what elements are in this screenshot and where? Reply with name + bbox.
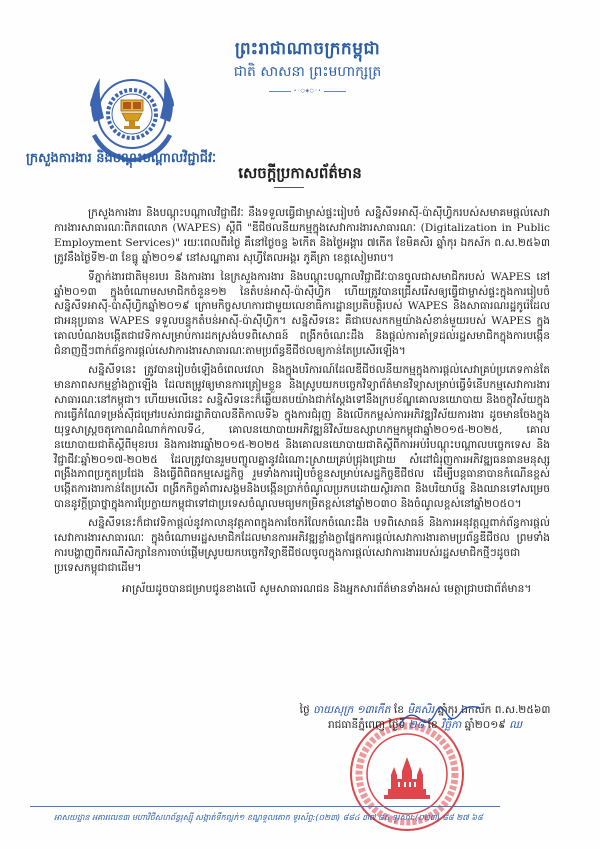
handwritten-day: ២៨ bbox=[408, 718, 425, 731]
handwritten-month: វិច្ឆិកា bbox=[441, 718, 462, 731]
footer-divider bbox=[30, 806, 500, 807]
paragraph-4: សន្និសីទនេះក៏ជាវេទិកាផ្តល់នូវកាលានុវត្តភាពក្នុងការចែករំលែកចំណេះដឹង បទពិសោធន៍ និងការអនុវត្តល្អពាក់ព័ន្ធការផ្តល់សេវាការងារសាធារណៈ ក្នុងចំណោមរដ្ឋសមាជិកដែលមានការអភិវឌ្ឍខ្លាំងក្លាផ្នែកការផ្តល់សេវាការងារតាមប្រព័ន្ធឌីជីថល ព្រមទាំងការបង្ហាញពីករណីសិក្សានៃការចាប់ផ្តើមស្រូបយកបច្ចេកវិទ្យាឌីជីថលចូលក្នុងការផ្តល់សេវាការងាររបស់រដ្ឋសមាជិកថ្មីៗដូចជា ប្រទេសកម្ពុជាជាដើម។ bbox=[54, 517, 550, 574]
lunar-date-line: ថ្ងៃ ចាយសុក្រ ១៣កើត ខែ មិគសិរ ឆ្នាំកុរ ឯកស័ក ព.ស.២៥៦៣ bbox=[299, 704, 551, 716]
paragraph-2: ទីភ្នាក់ងារជាតិមុខរបរ និងការងារ នៃក្រសួងការងារ និងបណ្តុះបណ្តាលវិជ្ជាជីវៈបានចូលជាសមាជិករបស់ WAPES នៅឆ្នាំ២០១៣ ក្នុងចំណោមសមាជិកចំនួន១២ នៃតំបន់អាស៊ី-ប៉ាស៊ីហ្វិក ហើយត្រូវបានជ្រើសរើសឲ្យធ្វើជាម្ចាស់ផ្ទះក្នុងការរៀបចំសន្និសីទអាស៊ី-ប៉ាស៊ីហ្វិកឆ្នាំ២០១៩ ក្រោមកិច្ចសហការជាមួយលេខាធិការដ្ឋានប្រតិបត្តិរបស់ WAPES និងសាធារណរដ្ឋកូរ៉េដែលជាអនុប្រធាន WAPES ទទួលបន្ទុកតំបន់អាស៊ី-ប៉ាស៊ីហ្វិក។ សន្និសីទនេះ គឺជាបេសកកម្មយ៉ាងសំខាន់មួយរបស់ WAPES ក្នុងគោលបំណងបង្កើតជាវេទិកាសម្រាប់ការដកស្រង់បទពិសោធន៍ ពង្រីកចំណេះដឹង និងផ្តល់ការគាំទ្រដល់រដ្ឋសមាជិកក្នុងការបង្កើនជំនាញថ្មីៗពាក់ព័ន្ធការផ្តល់សេវាការងារសាធារណៈតាមប្រព័ន្ធឌីជីថលឲ្យកាន់តែប្រសើរឡើង។ bbox=[54, 270, 550, 358]
signature-icon bbox=[395, 704, 485, 736]
ornament-divider: •◦○◈○◦• bbox=[200, 88, 415, 94]
ministry-name: ក្រសួងការងារ និងបណ្តុះបណ្តាលវិជ្ជាជីវៈ bbox=[26, 151, 217, 166]
footer-address: អាសយដ្ឋាន អគារលេខ៣ មហាវិថីសហព័ន្ធរុស្ស៊ី សង្កាត់ទឹកល្អក់១ ខណ្ឌទួលគោក ទូរស័ព្ទ:(០២៣) ៨៨៤ ៣៧ ៨៥ ទូរសារ:(០២៣) ៨៨ ២៧ ៦៨ bbox=[54, 813, 483, 822]
kingdom-heading bbox=[200, 38, 415, 94]
national-motto: ជាតិ សាសនា ព្រះមហាក្សត្រ bbox=[233, 64, 382, 80]
paragraph-3: សន្និសីទនេះ ត្រូវបានរៀបចំឡើងចំពេលវេលា និងក្នុងបរិការណ៍ដែលឌីជីថលនីយកម្មក្នុងការផ្តល់សេវាគ្រប់ប្រភេទកាន់តែមានភាពសកម្មខ្លាំងក្លាឡើង ដែលតម្រូវឲ្យមានការត្រៀមខ្លួន និងស្រូបយកបច្ចេកវិទ្យាព័ត៌មានវិទ្យាសម្រាប់ធ្វើទំនើបកម្មសេវាការងារសាធារណៈនៅកម្ពុជា។ ហើយមលើនេះ សន្និសីទនេះក៏ឆ្លើយតបយ៉ាងជាក់ស្តែងទៅនឹងក្របខ័ណ្ឌគោលនយោបាយ និងចក្ខុវិស័យក្នុងការធ្វើកំណែទម្រង់ស៊ីជម្រៅរបស់រាជរដ្ឋាភិបាលនីតិកាលទី៦ ក្នុងការជំរុញ និងលើកកម្ពស់ការអភិវឌ្ឍវិស័យការងារ ដូចមានចែងក្នុងយុទ្ធសាស្ត្រចតុកោណដំណាក់កាលទី៤, គោលនយោបាយអភិវឌ្ឍន៍វិស័យឧស្សាហកម្មកម្ពុជាឆ្នាំ២០១៥-២០២៥, គោលនយោបាយជាតិស្តីពីមុខរបរ និងការងារឆ្នាំ២០១៥-២០២៥ និងគោលនយោបាយជាតិស្តីពីការអប់រំបណ្តុះបណ្តាលបច្ចេកទេស និងវិជ្ជាជីវៈឆ្នាំ២០១៧-២០២៥ ដែលត្រូវបានរួមបញ្ចូលគ្នានូវដំណោះស្រាយគ្រប់ជ្រុងជ្រោយ សំដៅជំរុញការអភិវឌ្ឍធនធានមនុស្ស ពង្រឹងភាពប្រកួតប្រជែង និងធ្វើពិពិធកម្មសេដ្ឋកិច្ច រួមទាំងការរៀបចំខ្លួនសម្រាប់សេដ្ឋកិច្ចឌីជីថល ដើម្បីបន្តធានាបានកំណើនខ្ពស់ បង្កើតការងារកាន់តែប្រសើរ ពង្រីកកិច្ចគាំពារសង្គមនិងបង្កើនប្រាក់ចំណូលប្រកបដោយស្ថិរភាព និងបរិយាប័ន្ន និងឈានទៅសម្រេចបាននូវក្តីប្រាថ្នាក្នុងការប្រែក្លាយកម្ពុជាទៅជាប្រទេសចំណូលមធ្យមកម្រិតខ្ពស់នៅឆ្នាំ២០៣០ និងចំណូលខ្ពស់នៅឆ្នាំ២០៥០។ bbox=[54, 364, 550, 511]
document-body bbox=[54, 206, 550, 601]
solar-date-line: រាជធានីភ្នំពេញ ថ្ងៃទី ២៨ ខែ វិច្ឆិកា ឆ្នាំ២០១៩ ឈ bbox=[327, 718, 523, 731]
document-title: សេចក្តីប្រកាសព័ត៌មាន bbox=[238, 164, 362, 182]
kingdom-name: ព្រះរាជាណាចក្រកម្ពុជា bbox=[234, 39, 381, 59]
handwritten-lunar-month: មិគសិរ bbox=[407, 704, 435, 716]
title-divider bbox=[274, 187, 304, 188]
handwritten-lunar-day: ចាយសុក្រ ១៣កើត bbox=[313, 704, 391, 716]
closing-paragraph: អាស្រ័យដូចបានជម្រាបជូនខាងលើ សូមសាធារណជន និងអ្នកសារព័ត៌មានទាំងអស់ មេត្តាជ្រាបជាព័ត៌មាន។ bbox=[122, 582, 532, 595]
paragraph-1: ក្រសួងការងារ និងបណ្តុះបណ្តាលវិជ្ជាជីវៈ នឹងទទួលធ្វើជាម្ចាស់ផ្ទះរៀបចំ សន្និសីទអាស៊ី-ប៉ាស៊ីហ្វិករបស់សមាគមផ្តល់សេវាការងារសាធារណៈពិភពលោក (WAPES) ស្តីពី "ឌីជីថលនីយកម្មក្នុងសេវាការងារសាធារណៈ (Digitalization in Public Employment Services)" រយៈពេលពីរថ្ងៃ គឺនៅថ្ងៃចន្ទ ៦កើត និងថ្ងៃអង្គារ ៧កើត ខែមិគសិរ ឆ្នាំកុរ ឯកស័ក ព.ស.២៥៦៣ ត្រូវនឹងថ្ងៃទី២-៣ ខែធ្នូ ឆ្នាំ២០១៩ នៅសណ្ឋាគារ សុហ្វីតែលអង្គរ ភូគីត្រា ខេត្តសៀមរាប។ bbox=[54, 207, 550, 264]
handwritten-initials: ឈ bbox=[509, 718, 523, 731]
